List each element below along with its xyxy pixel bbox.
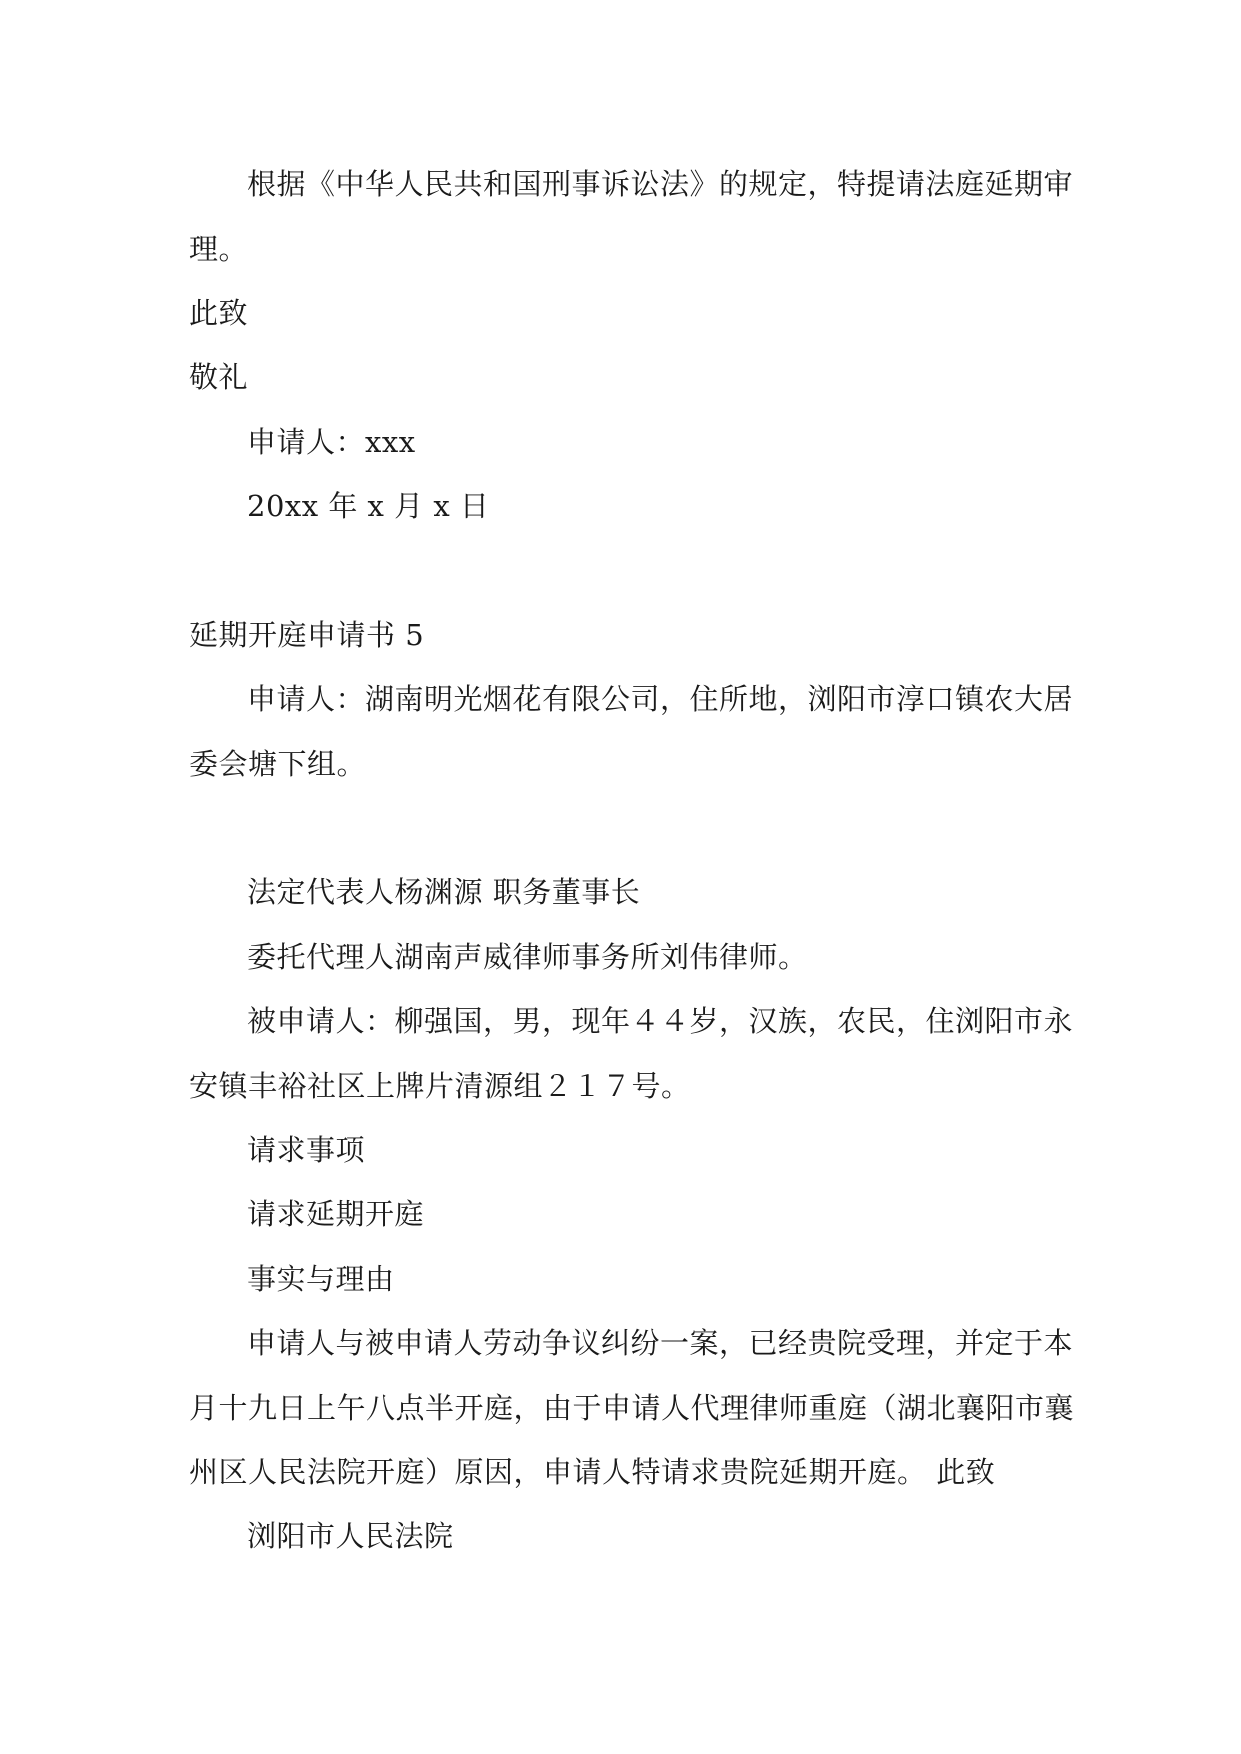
entrusted-agent: 委托代理人湖南声威律师事务所刘伟律师。 xyxy=(247,940,808,974)
closing-cizhi: 此致 xyxy=(189,296,249,330)
closing-jingli: 敬礼 xyxy=(189,360,249,394)
respondent-info-line-1: 被申请人：柳强国，男，现年４４岁，汉族，农民，住浏阳市永 xyxy=(247,1004,1074,1038)
signature-date: 20xx 年 x 月 x 日 xyxy=(247,489,490,523)
heading-request-items: 请求事项 xyxy=(247,1133,366,1167)
applicant-info-line-2: 委会塘下组。 xyxy=(189,747,367,781)
paragraph-legal-basis-line-2: 理。 xyxy=(189,232,249,266)
section-title: 延期开庭申请书 5 xyxy=(189,618,425,652)
request-content: 请求延期开庭 xyxy=(247,1197,425,1231)
facts-line-2: 月十九日上午八点半开庭，由于申请人代理律师重庭（湖北襄阳市襄 xyxy=(189,1391,1075,1425)
facts-line-1: 申请人与被申请人劳动争议纠纷一案，已经贵院受理，并定于本 xyxy=(247,1326,1074,1360)
facts-line-3: 州区人民法院开庭）原因，申请人特请求贵院延期开庭。 此致 xyxy=(189,1455,996,1489)
respondent-info-line-2: 安镇丰裕社区上牌片清源组２１７号。 xyxy=(189,1069,691,1103)
applicant-info-line-1: 申请人：湖南明光烟花有限公司，住所地，浏阳市淳口镇农大居 xyxy=(247,682,1074,716)
recipient-court: 浏阳市人民法院 xyxy=(247,1519,454,1553)
heading-facts-reasons: 事实与理由 xyxy=(247,1262,395,1296)
paragraph-legal-basis-line-1: 根据《中华人民共和国刑事诉讼法》的规定，特提请法庭延期审 xyxy=(247,167,1074,201)
applicant-signature: 申请人：xxx xyxy=(247,425,416,459)
legal-representative: 法定代表人杨渊源 职务董事长 xyxy=(247,875,641,909)
